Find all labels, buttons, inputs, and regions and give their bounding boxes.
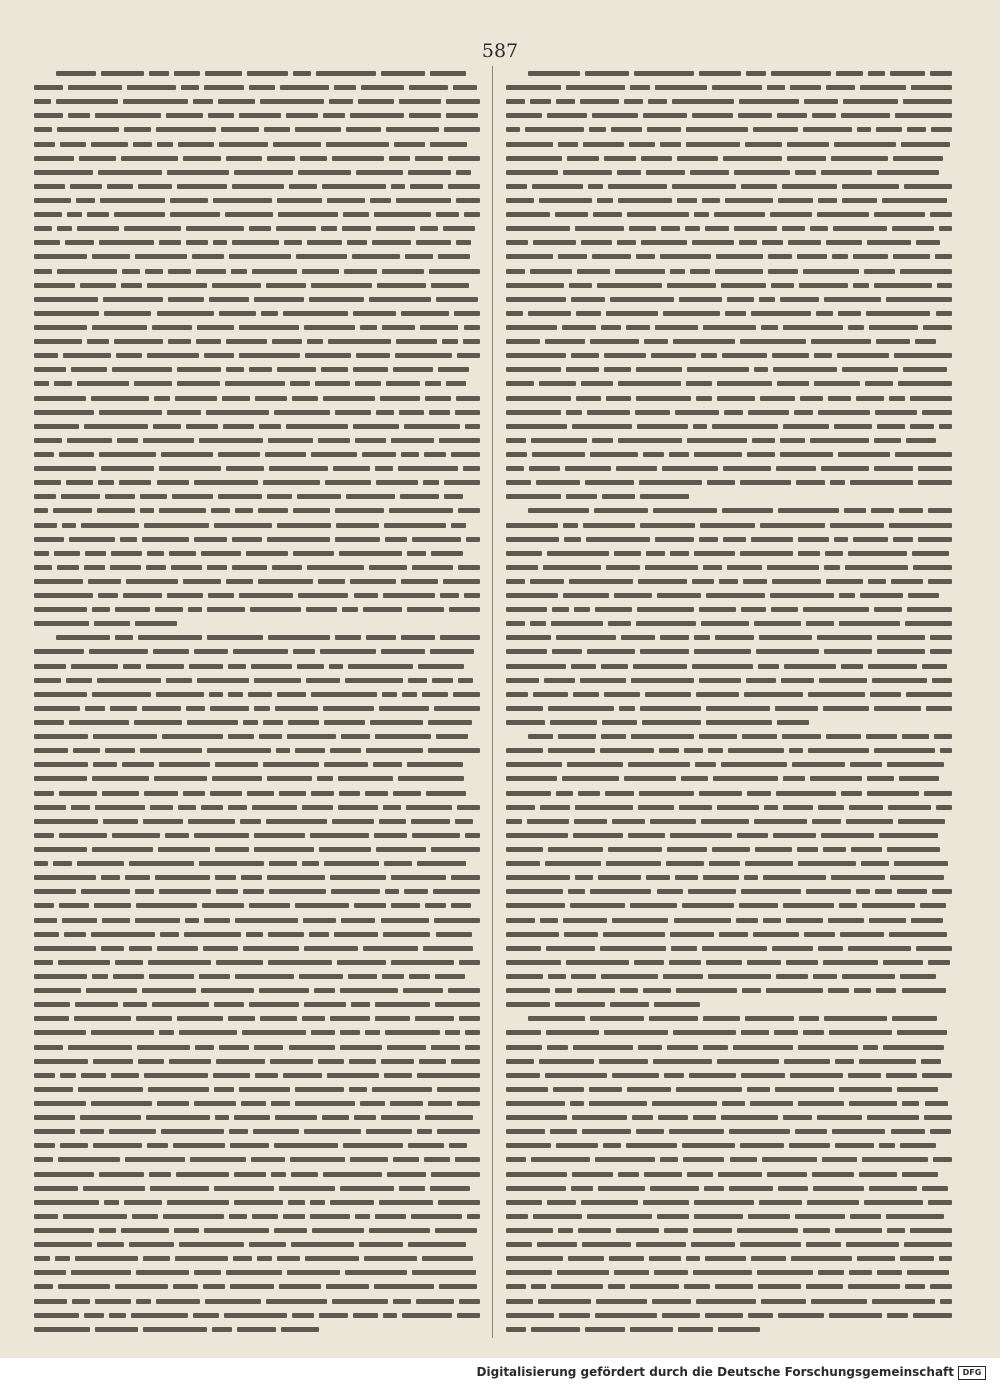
text-line	[34, 983, 480, 997]
text-line	[506, 278, 952, 292]
funding-notice: Digitalisierung gefördert durch die Deutsche Forschungsgemeinschaft	[476, 1365, 954, 1379]
text-line	[34, 1025, 480, 1039]
text-line	[506, 1181, 952, 1195]
text-line	[34, 757, 480, 771]
text-line	[34, 80, 480, 94]
text-line	[506, 165, 952, 179]
text-line	[506, 503, 952, 517]
dfg-logo-icon: DFG	[958, 1366, 986, 1380]
text-line	[506, 306, 952, 320]
text-line	[34, 969, 480, 983]
text-line	[506, 1082, 952, 1096]
text-line	[506, 376, 952, 390]
text-line	[506, 108, 952, 122]
text-line	[34, 800, 480, 814]
text-line	[34, 630, 480, 644]
text-line	[34, 1223, 480, 1237]
text-line	[506, 616, 952, 630]
text-line	[506, 630, 952, 644]
text-line	[506, 913, 952, 927]
text-line	[506, 1040, 952, 1054]
text-line	[34, 1124, 480, 1138]
text-line	[506, 391, 952, 405]
text-line	[506, 927, 952, 941]
text-line	[506, 1251, 952, 1265]
text-line	[34, 1138, 480, 1152]
text-line	[34, 405, 480, 419]
text-line	[34, 828, 480, 842]
text-line	[506, 334, 952, 348]
text-line	[506, 644, 952, 658]
text-line	[506, 1308, 952, 1322]
text-line	[506, 1025, 952, 1039]
text-line	[506, 1223, 952, 1237]
text-line	[34, 348, 480, 362]
text-line	[506, 475, 952, 489]
text-line	[506, 264, 952, 278]
text-line	[506, 1265, 952, 1279]
text-line	[34, 320, 480, 334]
text-line	[506, 715, 952, 729]
text-column-left	[34, 66, 480, 1338]
text-line	[34, 1181, 480, 1195]
text-line	[34, 1209, 480, 1223]
text-line	[506, 729, 952, 743]
text-line	[506, 673, 952, 687]
text-line	[34, 560, 480, 574]
text-line	[34, 771, 480, 785]
text-line	[506, 771, 952, 785]
text-line	[506, 1237, 952, 1251]
text-line	[506, 1054, 952, 1068]
text-line	[506, 1167, 952, 1181]
text-line	[34, 884, 480, 898]
text-line	[34, 306, 480, 320]
text-line	[34, 955, 480, 969]
text-line	[34, 362, 480, 376]
text-line	[506, 122, 952, 136]
text-line	[506, 1110, 952, 1124]
text-line	[506, 870, 952, 884]
text-line	[506, 786, 952, 800]
text-line	[506, 461, 952, 475]
text-line	[34, 1082, 480, 1096]
text-line	[34, 870, 480, 884]
text-line	[506, 320, 952, 334]
text-line	[34, 334, 480, 348]
text-line	[34, 856, 480, 870]
text-line	[506, 757, 952, 771]
text-line	[506, 828, 952, 842]
text-line	[506, 546, 952, 560]
text-line	[506, 1138, 952, 1152]
text-line	[34, 1195, 480, 1209]
text-line	[34, 941, 480, 955]
text-line	[34, 1294, 480, 1308]
text-line	[34, 574, 480, 588]
text-line	[506, 898, 952, 912]
text-line	[506, 687, 952, 701]
text-line	[34, 659, 480, 673]
text-line	[34, 264, 480, 278]
text-line	[34, 997, 480, 1011]
text-line	[506, 800, 952, 814]
text-line	[506, 1195, 952, 1209]
text-line	[506, 405, 952, 419]
text-line	[506, 560, 952, 574]
text-line	[506, 348, 952, 362]
text-line	[506, 80, 952, 94]
text-line	[34, 489, 480, 503]
text-line	[506, 856, 952, 870]
text-line	[34, 701, 480, 715]
text-line	[34, 729, 480, 743]
text-line	[34, 193, 480, 207]
text-line	[506, 151, 952, 165]
text-line	[506, 842, 952, 856]
text-line	[506, 518, 952, 532]
text-line	[506, 1279, 952, 1293]
text-line	[34, 235, 480, 249]
text-line	[506, 1152, 952, 1166]
text-line	[506, 588, 952, 602]
text-line	[34, 278, 480, 292]
text-line	[506, 1209, 952, 1223]
text-line	[34, 673, 480, 687]
text-line	[34, 1251, 480, 1265]
text-line	[506, 292, 952, 306]
text-line	[34, 913, 480, 927]
text-line	[506, 701, 952, 715]
text-column-right	[506, 66, 952, 1338]
text-line	[34, 165, 480, 179]
text-line	[506, 814, 952, 828]
text-line	[34, 137, 480, 151]
text-line	[34, 1308, 480, 1322]
text-line	[34, 616, 480, 630]
text-line	[506, 1068, 952, 1082]
text-line	[34, 151, 480, 165]
text-line	[506, 489, 952, 503]
text-line	[34, 743, 480, 757]
text-line	[34, 1279, 480, 1293]
text-line	[34, 1011, 480, 1025]
text-line	[34, 461, 480, 475]
text-line	[34, 1265, 480, 1279]
text-line	[34, 518, 480, 532]
text-line	[34, 687, 480, 701]
text-line	[34, 842, 480, 856]
text-line	[506, 969, 952, 983]
text-line	[34, 122, 480, 136]
text-line	[34, 433, 480, 447]
text-line	[506, 1096, 952, 1110]
text-line	[506, 659, 952, 673]
text-line	[506, 743, 952, 757]
text-line	[506, 983, 952, 997]
footer-bar	[0, 1358, 1000, 1386]
text-line	[34, 715, 480, 729]
text-line	[34, 376, 480, 390]
text-line	[34, 292, 480, 306]
page-number: 587	[481, 40, 519, 62]
text-line	[506, 532, 952, 546]
text-line	[34, 1110, 480, 1124]
text-line	[34, 503, 480, 517]
text-line	[34, 814, 480, 828]
text-line	[506, 433, 952, 447]
text-line	[506, 447, 952, 461]
text-line	[506, 941, 952, 955]
text-line	[506, 207, 952, 221]
text-line	[34, 249, 480, 263]
text-line	[34, 1237, 480, 1251]
text-line	[34, 1054, 480, 1068]
text-line	[34, 1167, 480, 1181]
text-line	[506, 884, 952, 898]
text-line	[34, 532, 480, 546]
text-line	[34, 1152, 480, 1166]
text-line	[34, 898, 480, 912]
text-line	[506, 193, 952, 207]
text-line	[506, 249, 952, 263]
text-line	[506, 221, 952, 235]
text-line	[506, 94, 952, 108]
text-line	[506, 1294, 952, 1308]
text-line	[34, 94, 480, 108]
text-line	[34, 207, 480, 221]
text-line	[34, 786, 480, 800]
text-line	[34, 179, 480, 193]
text-line	[506, 137, 952, 151]
text-line	[506, 1011, 952, 1025]
text-line	[34, 475, 480, 489]
text-line	[34, 108, 480, 122]
text-line	[506, 362, 952, 376]
text-line	[506, 179, 952, 193]
text-line	[506, 602, 952, 616]
text-line	[34, 66, 480, 80]
text-line	[34, 447, 480, 461]
text-line	[34, 1068, 480, 1082]
text-line	[506, 1322, 952, 1336]
text-line	[34, 602, 480, 616]
text-line	[34, 546, 480, 560]
text-line	[34, 588, 480, 602]
column-divider	[492, 66, 493, 1338]
text-line	[34, 1096, 480, 1110]
text-line	[34, 927, 480, 941]
text-line	[34, 644, 480, 658]
text-line	[506, 235, 952, 249]
text-line	[506, 419, 952, 433]
text-line	[506, 955, 952, 969]
text-line	[506, 1124, 952, 1138]
text-line	[34, 419, 480, 433]
text-line	[34, 221, 480, 235]
text-line	[34, 1322, 480, 1336]
text-line	[506, 66, 952, 80]
text-line	[506, 997, 952, 1011]
text-line	[506, 574, 952, 588]
text-line	[34, 391, 480, 405]
text-line	[34, 1040, 480, 1054]
